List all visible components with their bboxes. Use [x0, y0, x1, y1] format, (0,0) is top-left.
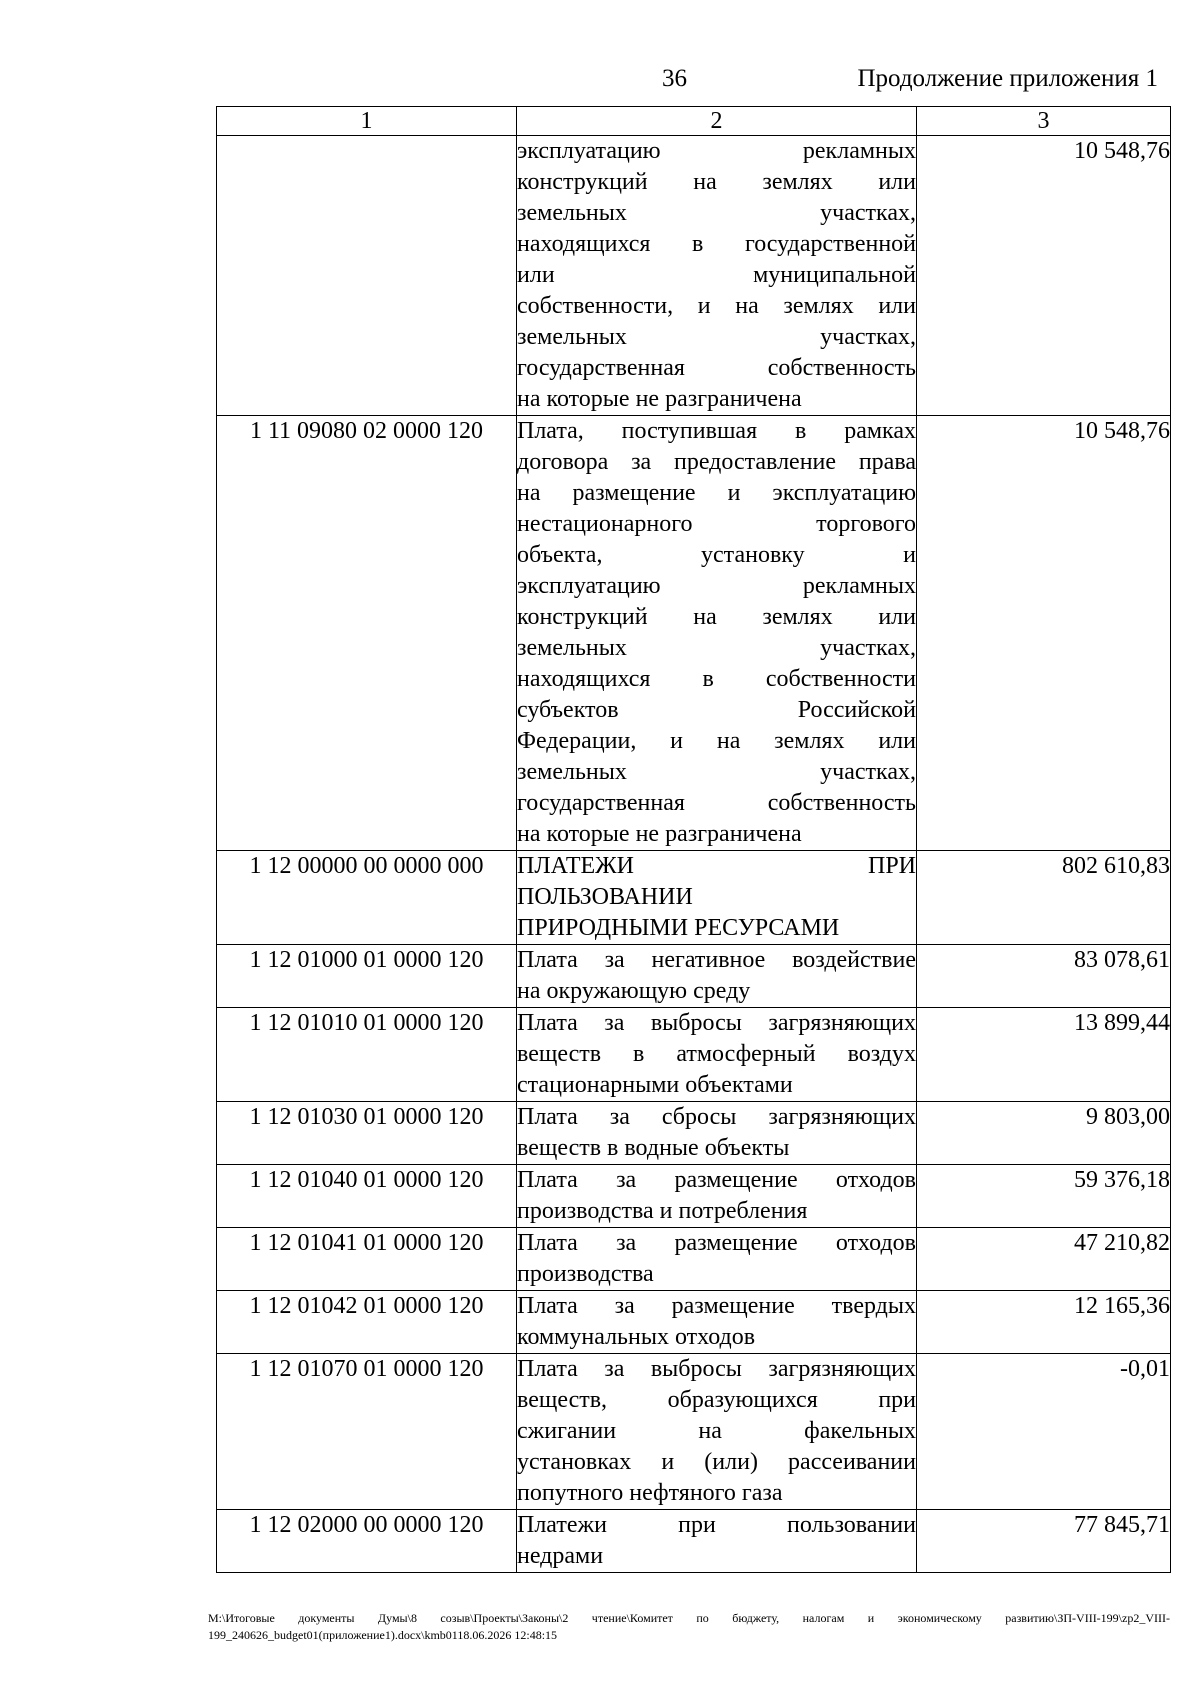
revenue-name-line: Плата за сбросы загрязняющих [517, 1104, 916, 1130]
amount-value: 13 899,44 [917, 1008, 1171, 1102]
table-row [217, 1008, 1171, 1102]
column-header-2: 2 [517, 107, 917, 136]
revenue-name-line: земельных участках, [517, 200, 916, 226]
revenue-name [517, 1165, 917, 1228]
amount-value: 802 610,83 [917, 851, 1171, 945]
amount-value: 12 165,36 [917, 1291, 1171, 1354]
classification-code: 1 12 01042 01 0000 120 [217, 1291, 517, 1354]
amount-value: -0,01 [917, 1354, 1171, 1510]
table-body [217, 136, 1171, 1573]
revenue-name-line: эксплуатацию рекламных [517, 573, 916, 599]
classification-code: 1 12 01010 01 0000 120 [217, 1008, 517, 1102]
amount-value: 47 210,82 [917, 1228, 1171, 1291]
revenue-name [517, 1291, 917, 1354]
revenue-name-line: конструкций на землях или [517, 169, 916, 195]
revenue-name-line: на которые не разграничена [517, 386, 802, 412]
revenue-name-line: земельных участках, [517, 635, 916, 661]
revenue-name-line: или муниципальной [517, 262, 916, 288]
revenue-name-line: Платежи при пользовании [517, 1512, 916, 1538]
revenue-name-line: Плата за размещение отходов [517, 1230, 916, 1256]
column-header-1: 1 [217, 107, 517, 136]
revenue-name-line: находящихся в государственной [517, 231, 916, 257]
revenue-name-line: недрами [517, 1543, 604, 1569]
table-row [217, 136, 1171, 416]
revenue-name-line: конструкций на землях или [517, 604, 916, 630]
classification-code: 1 12 01030 01 0000 120 [217, 1102, 517, 1165]
revenue-name-line: ПРИРОДНЫМИ РЕСУРСАМИ [517, 915, 840, 941]
amount-value: 10 548,76 [917, 136, 1171, 416]
amount-value: 77 845,71 [917, 1510, 1171, 1573]
amount-value: 83 078,61 [917, 945, 1171, 1008]
revenue-name-line: на окружающую среду [517, 978, 751, 1004]
revenue-name-line: Плата, поступившая в рамках [517, 418, 916, 444]
classification-code: 1 12 01041 01 0000 120 [217, 1228, 517, 1291]
revenue-name-line: эксплуатацию рекламных [517, 138, 916, 164]
revenue-name [517, 1008, 917, 1102]
revenue-name-line: находящихся в собственности [517, 666, 916, 692]
revenue-name-line: на которые не разграничена [517, 821, 802, 847]
revenue-name-line: Плата за выбросы загрязняющих [517, 1356, 916, 1382]
revenue-name-line: земельных участках, [517, 324, 916, 350]
revenue-name-line: договора за предоставление права [517, 449, 916, 475]
table-row [217, 945, 1171, 1008]
revenue-name [517, 1510, 917, 1573]
table-row [217, 1165, 1171, 1228]
revenue-name-line: собственности, и на землях или [517, 293, 916, 319]
header-row [217, 107, 1171, 136]
revenue-name-line: производства [517, 1261, 654, 1287]
revenue-name [517, 1102, 917, 1165]
table-row [217, 416, 1171, 851]
classification-code: 1 11 09080 02 0000 120 [217, 416, 517, 851]
table-row [217, 1291, 1171, 1354]
revenue-name-line: земельных участках, [517, 759, 916, 785]
table-row [217, 1228, 1171, 1291]
revenue-name-line: Плата за размещение отходов [517, 1167, 916, 1193]
revenue-name-line: веществ в водные объекты [517, 1135, 790, 1161]
revenue-name-line: Федерации, и на землях или [517, 728, 916, 754]
revenue-name [517, 1228, 917, 1291]
revenue-name-line: установках и (или) рассеивании [517, 1449, 916, 1475]
table-row [217, 1354, 1171, 1510]
revenue-name [517, 416, 917, 851]
revenue-name-line: государственная собственность [517, 355, 916, 381]
amount-value: 9 803,00 [917, 1102, 1171, 1165]
revenue-name [517, 136, 917, 416]
revenue-name-line: Плата за размещение твердых [517, 1293, 916, 1319]
classification-code: 1 12 01070 01 0000 120 [217, 1354, 517, 1510]
budget-table [216, 106, 1171, 1573]
continuation-label: Продолжение приложения 1 [857, 65, 1158, 92]
footer-file-path: M:\Итоговые документы Думы\8 созыв\Проекты\Законы\2 чтение\Комитет по бюджету, налогам и экономическому развитию\ЗП-VIII-199\zp2_VIII-199_240626_budget01(приложение1).docx\kmb0118.06.2026 12:48:15 [208, 1611, 1170, 1642]
revenue-name-line: веществ, образующихся при [517, 1387, 916, 1413]
revenue-name-line: Плата за выбросы загрязняющих [517, 1010, 916, 1036]
revenue-name [517, 1354, 917, 1510]
table-row [217, 1102, 1171, 1165]
revenue-name-line: производства и потребления [517, 1198, 808, 1224]
classification-code: 1 12 01000 01 0000 120 [217, 945, 517, 1008]
amount-value: 59 376,18 [917, 1165, 1171, 1228]
classification-code: 1 12 00000 00 0000 000 [217, 851, 517, 945]
revenue-name-line: субъектов Российской [517, 697, 916, 723]
revenue-name-line: государственная собственность [517, 790, 916, 816]
revenue-name-line: попутного нефтяного газа [517, 1480, 783, 1506]
column-header-3: 3 [917, 107, 1171, 136]
revenue-name [517, 851, 917, 945]
revenue-name-line: ПОЛЬЗОВАНИИ [517, 884, 693, 910]
revenue-name-line: стационарными объектами [517, 1072, 793, 1098]
revenue-name-line: веществ в атмосферный воздух [517, 1041, 916, 1067]
classification-code: 1 12 01040 01 0000 120 [217, 1165, 517, 1228]
table-row [217, 851, 1171, 945]
classification-code: 1 12 02000 00 0000 120 [217, 1510, 517, 1573]
revenue-name-line: на размещение и эксплуатацию [517, 480, 916, 506]
revenue-name-line: коммунальных отходов [517, 1324, 756, 1350]
revenue-name-line: объекта, установку и [517, 542, 916, 568]
revenue-name-line: Плата за негативное воздействие [517, 947, 916, 973]
table-row [217, 1510, 1171, 1573]
revenue-name [517, 945, 917, 1008]
page-number: 36 [662, 65, 687, 92]
revenue-name-line: ПЛАТЕЖИ ПРИ [517, 853, 916, 879]
classification-code [217, 136, 517, 416]
revenue-name-line: сжигании на факельных [517, 1418, 916, 1444]
amount-value: 10 548,76 [917, 416, 1171, 851]
revenue-name-line: нестационарного торгового [517, 511, 916, 537]
